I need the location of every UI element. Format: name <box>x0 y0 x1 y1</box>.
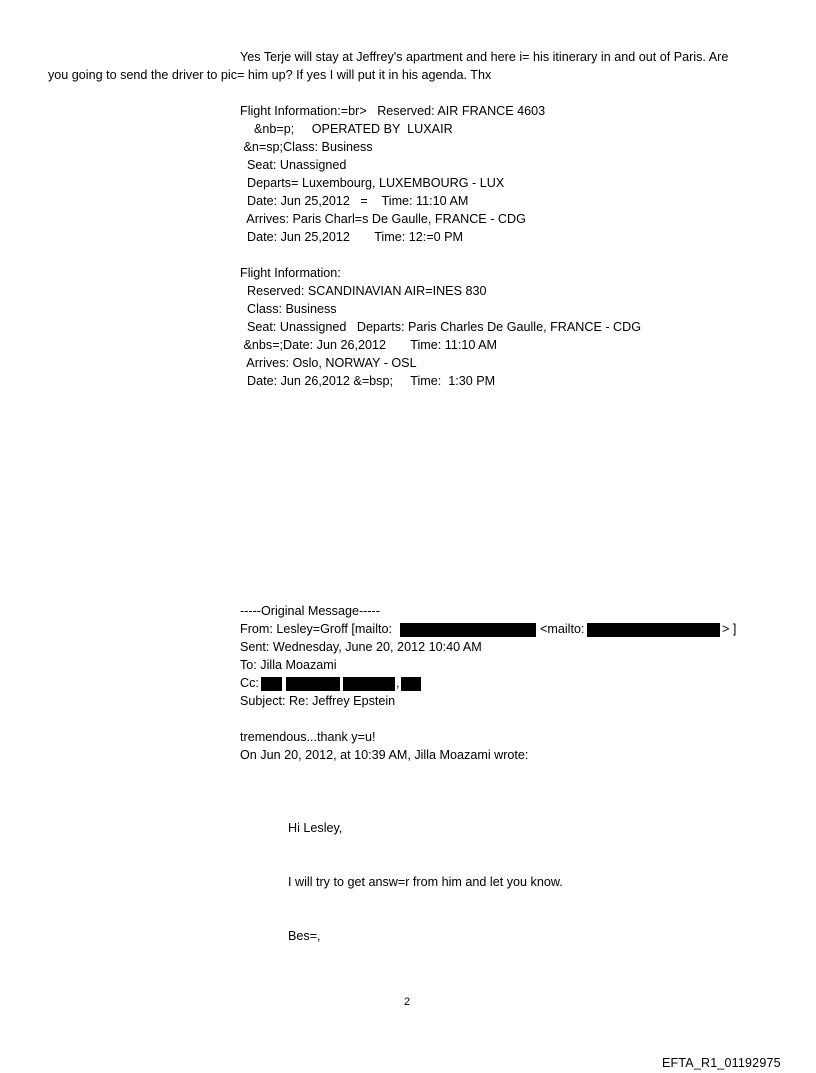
quoted-closing: Bes=, <box>288 929 321 943</box>
redaction-block <box>587 623 720 637</box>
redaction-block <box>261 677 282 691</box>
original-message-header: -----Original Message----- <box>240 604 380 618</box>
quoted-greeting: Hi Lesley, <box>288 821 343 835</box>
from-mailto: <mailto: <box>540 622 585 636</box>
flight-2-line: Date: Jun 26,2012 &=bsp; Time: 1:30 PM <box>240 374 496 388</box>
flight-2-line: Arrives: Oslo, NORWAY - OSL <box>240 356 417 370</box>
from-end: > ] <box>722 622 737 636</box>
page-number: 2 <box>404 996 411 1008</box>
from-prefix: From: Lesley=Groff [mailto: <box>240 622 392 636</box>
redaction-block <box>343 677 395 691</box>
flight-2-line: Reserved: SCANDINAVIAN AIR=INES 830 <box>240 284 487 298</box>
flight-2-line: Class: Business <box>240 302 337 316</box>
flight-1-line: &nb=p; OPERATED BY LUXAIR <box>240 122 453 136</box>
flight-2-line: Flight Information: <box>240 266 341 280</box>
flight-1-line: Departs= Luxembourg, LUXEMBOURG - LUX <box>240 176 505 190</box>
sent-line: Sent: Wednesday, June 20, 2012 10:40 AM <box>240 640 482 654</box>
cc-prefix: Cc: <box>240 676 259 690</box>
flight-1-line: Flight Information:=br> Reserved: AIR FRANCE 4603 <box>240 104 546 118</box>
reply-line-2: On Jun 20, 2012, at 10:39 AM, Jilla Moazami wrote: <box>240 748 529 762</box>
redaction-block <box>286 677 340 691</box>
flight-1-line: Date: Jun 25,2012 = Time: 11:10 AM <box>240 194 469 208</box>
flight-1-line: Arrives: Paris Charl=s De Gaulle, FRANCE - CDG <box>240 212 526 226</box>
to-line: To: Jilla Moazami <box>240 658 337 672</box>
flight-2-line: Seat: Unassigned Departs: Paris Charles De Gaulle, FRANCE - CDG <box>240 320 642 334</box>
flight-2-line: &nbs=;Date: Jun 26,2012 Time: 11:10 AM <box>240 338 498 352</box>
quoted-body: I will try to get answ=r from him and let you know. <box>288 875 563 889</box>
reply-line-1: tremendous...thank y=u! <box>240 730 376 744</box>
flight-1-line: Seat: Unassigned <box>240 158 347 172</box>
flight-1-line: Date: Jun 25,2012 Time: 12:=0 PM <box>240 230 463 244</box>
redaction-block <box>401 677 421 691</box>
intro-line-1: Yes Terje will stay at Jeffrey's apartment and here i= his itinerary in and out of Paris. Are <box>240 50 729 64</box>
cc-comma: , <box>396 676 400 690</box>
bates-number: EFTA_R1_01192975 <box>662 1056 781 1070</box>
subject-line: Subject: Re: Jeffrey Epstein <box>240 694 396 708</box>
flight-1-line: &n=sp;Class: Business <box>240 140 373 154</box>
redaction-block <box>400 623 536 637</box>
intro-line-2: you going to send the driver to pic= him up? If yes I will put it in his agenda. Thx <box>48 68 492 82</box>
